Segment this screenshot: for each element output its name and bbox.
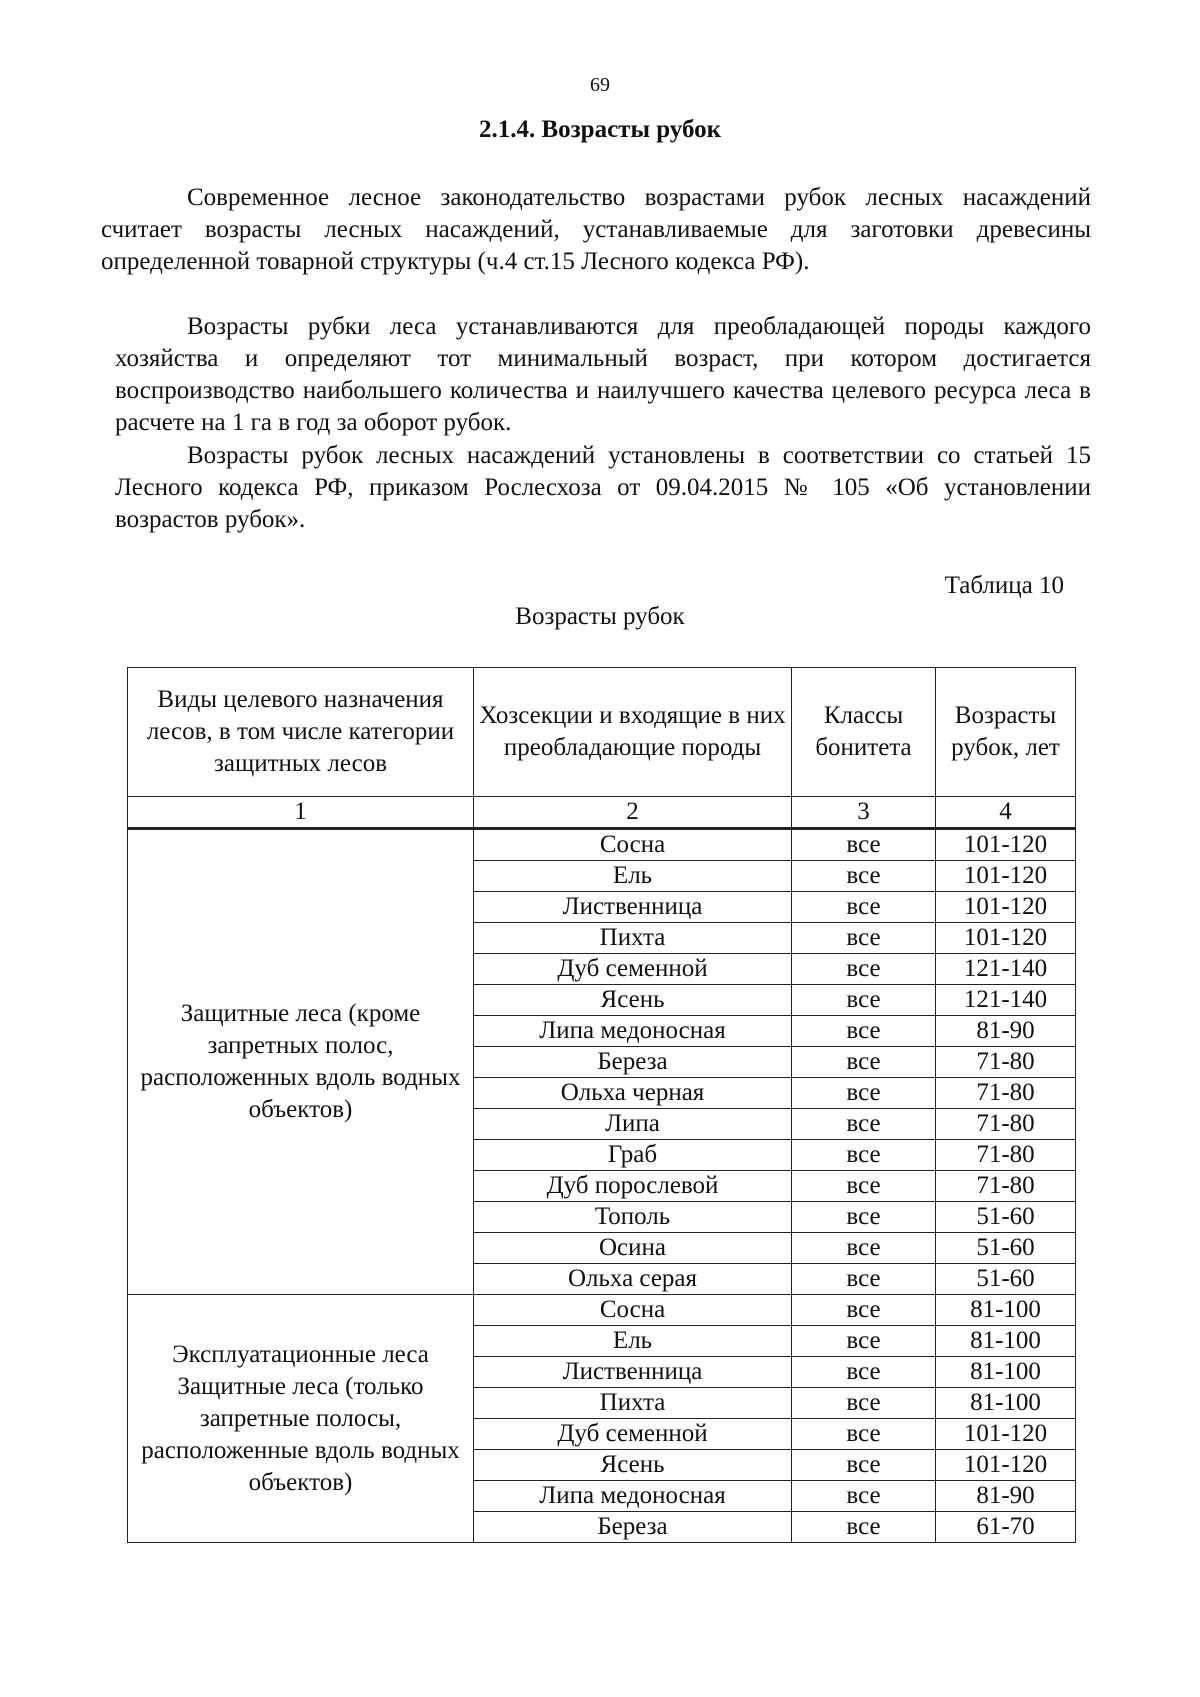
bonitet-class-cell: все (792, 1109, 936, 1140)
bonitet-class-cell: все (792, 1388, 936, 1419)
paragraph-1: Современное лесное законодательство возрастами рубок лесных насаждений считает возрасты лесных насаждений, устанавливаемые для заготовки древесины определенной товарной структуры (ч.4 ст.15 Лесного кодекса РФ). (101, 184, 1091, 275)
bonitet-class-cell: все (792, 1295, 936, 1326)
species-cell: Дуб порослевой (474, 1171, 792, 1202)
species-cell: Лиственница (474, 892, 792, 923)
cutting-age-cell: 101-120 (936, 1450, 1076, 1481)
cutting-age-cell: 121-140 (936, 985, 1076, 1016)
bonitet-class-cell: все (792, 892, 936, 923)
bonitet-class-cell: все (792, 954, 936, 985)
bonitet-class-cell: все (792, 1016, 936, 1047)
cutting-age-cell: 81-90 (936, 1016, 1076, 1047)
header-forest-purpose: Виды целевого назначения лесов, в том числе категории защитных лесов (128, 668, 474, 797)
species-cell: Граб (474, 1140, 792, 1171)
bonitet-class-cell: все (792, 1078, 936, 1109)
page-number: 69 (590, 74, 610, 96)
cutting-age-cell: 121-140 (936, 954, 1076, 985)
species-cell: Ель (474, 861, 792, 892)
column-number: 3 (792, 797, 936, 829)
column-number: 4 (936, 797, 1076, 829)
species-cell: Ольха серая (474, 1264, 792, 1295)
bonitet-class-cell: все (792, 1326, 936, 1357)
cutting-age-cell: 81-100 (936, 1388, 1076, 1419)
table-row (128, 829, 1076, 861)
header-cutting-age: Возрасты рубок, лет (936, 668, 1076, 797)
species-cell: Пихта (474, 923, 792, 954)
species-cell: Дуб семенной (474, 1419, 792, 1450)
species-cell: Сосна (474, 829, 792, 861)
species-cell: Тополь (474, 1202, 792, 1233)
bonitet-class-cell: все (792, 1419, 936, 1450)
bonitet-class-cell: все (792, 1202, 936, 1233)
cutting-age-cell: 51-60 (936, 1233, 1076, 1264)
bonitet-class-cell: все (792, 1233, 936, 1264)
cutting-age-cell: 71-80 (936, 1047, 1076, 1078)
bonitet-class-cell: все (792, 923, 936, 954)
table-body (128, 797, 1076, 1543)
cutting-age-cell: 101-120 (936, 829, 1076, 861)
species-cell: Дуб семенной (474, 954, 792, 985)
cutting-age-cell: 81-100 (936, 1357, 1076, 1388)
bonitet-class-cell: все (792, 1357, 936, 1388)
cutting-age-cell: 81-100 (936, 1326, 1076, 1357)
species-cell: Липа медоносная (474, 1481, 792, 1512)
cutting-age-cell: 51-60 (936, 1264, 1076, 1295)
forest-category-cell: Защитные леса (кроме запретных полос, расположенных вдоль водных объектов) (128, 829, 474, 1295)
paragraph-3: Возрасты рубок лесных насаждений установлены в соответствии со статьей 15 Лесного кодекса РФ, приказом Рослесхоза от 09.04.2015 № 105 «Об установлении возрастов рубок». (115, 442, 1091, 533)
species-cell: Ольха черная (474, 1078, 792, 1109)
cutting-age-cell: 61-70 (936, 1512, 1076, 1543)
bonitet-class-cell: все (792, 1047, 936, 1078)
species-cell: Ясень (474, 985, 792, 1016)
section-title: 2.1.4. Возрасты рубок (478, 116, 722, 143)
cutting-age-cell: 101-120 (936, 892, 1076, 923)
cutting-age-cell: 101-120 (936, 1419, 1076, 1450)
header-bonitet-class: Классы бонитета (792, 668, 936, 797)
cutting-age-cell: 71-80 (936, 1109, 1076, 1140)
species-cell: Лиственница (474, 1357, 792, 1388)
bonitet-class-cell: все (792, 1481, 936, 1512)
bonitet-class-cell: все (792, 861, 936, 892)
cutting-age-cell: 51-60 (936, 1202, 1076, 1233)
cutting-age-cell: 81-90 (936, 1481, 1076, 1512)
cutting-age-cell: 71-80 (936, 1078, 1076, 1109)
table-row (128, 1295, 1076, 1326)
bonitet-class-cell: все (792, 1264, 936, 1295)
species-cell: Береза (474, 1512, 792, 1543)
species-cell: Липа (474, 1109, 792, 1140)
species-cell: Береза (474, 1047, 792, 1078)
bonitet-class-cell: все (792, 1140, 936, 1171)
table-header-row (128, 668, 1076, 797)
species-cell: Липа медоносная (474, 1016, 792, 1047)
species-cell: Ясень (474, 1450, 792, 1481)
cutting-age-cell: 71-80 (936, 1140, 1076, 1171)
cutting-age-cell: 81-100 (936, 1295, 1076, 1326)
bonitet-class-cell: все (792, 1171, 936, 1202)
cutting-age-cell: 71-80 (936, 1171, 1076, 1202)
bonitet-class-cell: все (792, 829, 936, 861)
table-caption: Возрасты рубок (515, 603, 685, 630)
cutting-ages-table (127, 667, 1076, 1543)
bonitet-class-cell: все (792, 985, 936, 1016)
header-species: Хозсекции и входящие в них преобладающие породы (474, 668, 792, 797)
species-cell: Осина (474, 1233, 792, 1264)
paragraph-2: Возрасты рубки леса устанавливаются для преобладающей породы каждого хозяйства и определяют тот минимальный возраст, при котором достигается воспроизводство наибольшего количества и наилучшего качества целевого ресурса леса в расчете на 1 га в год за оборот рубок. (115, 313, 1091, 436)
species-cell: Ель (474, 1326, 792, 1357)
column-number: 2 (474, 797, 792, 829)
bonitet-class-cell: все (792, 1512, 936, 1543)
table-label: Таблица 10 (944, 572, 1064, 599)
cutting-age-cell: 101-120 (936, 923, 1076, 954)
bonitet-class-cell: все (792, 1450, 936, 1481)
cutting-age-cell: 101-120 (936, 861, 1076, 892)
column-number: 1 (128, 797, 474, 829)
column-number-row (128, 797, 1076, 829)
species-cell: Сосна (474, 1295, 792, 1326)
forest-category-cell: Эксплуатационные леса Защитные леса (только запретные полосы, расположенные вдоль водных объектов) (128, 1295, 474, 1543)
species-cell: Пихта (474, 1388, 792, 1419)
